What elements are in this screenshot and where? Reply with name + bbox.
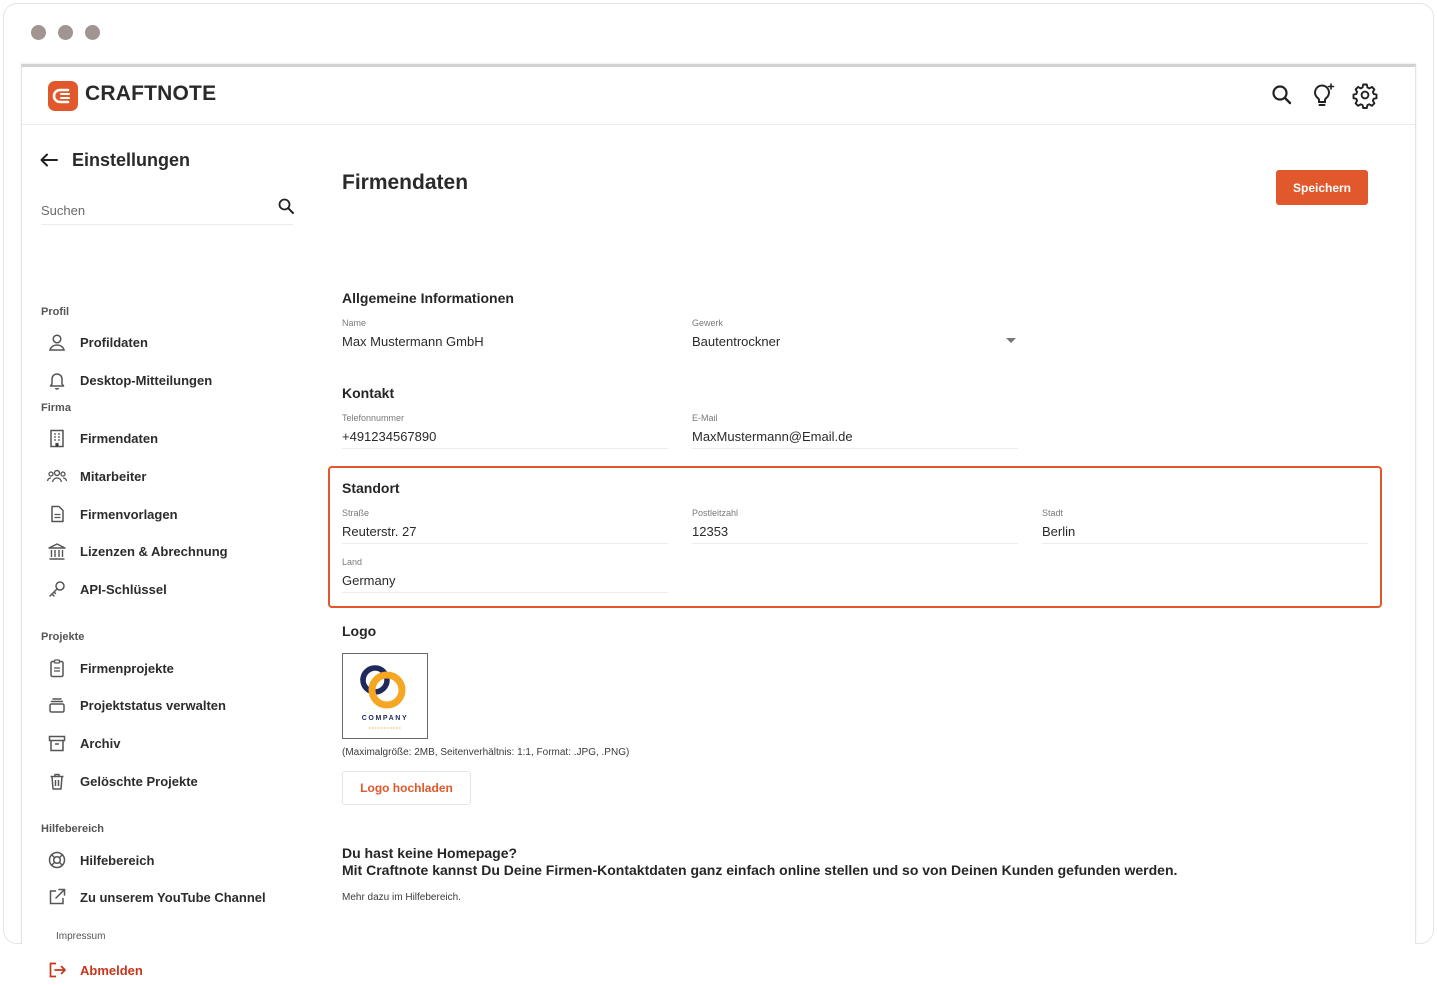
lightbulb-icon[interactable] [1309,81,1337,109]
settings-sidebar [22,125,312,978]
logo-hint: (Maximalgröße: 2MB, Seitenverhältnis: 1:1, Format: .JPG, .PNG) [342,747,630,758]
stack-icon [46,694,68,716]
field-value[interactable]: Berlin [1042,524,1076,539]
sidebar-item-lizenzen[interactable] [46,536,228,566]
section-heading-standort: Standort [342,480,400,496]
sidebar-item-label: Lizenzen & Abrechnung [80,543,228,559]
sidebar-item-firmenprojekte[interactable] [46,653,174,683]
sidebar-item-firmendaten[interactable] [46,423,158,453]
bank-icon [46,540,68,562]
brand-name[interactable]: CRAFTNOTE [85,82,217,105]
field-value[interactable]: MaxMustermann@Email.de [692,429,853,444]
homepage-promo [342,845,1177,879]
sidebar-item-label: Firmendaten [80,430,159,446]
field-label: Stadt [1042,508,1064,518]
settings-search [41,195,293,225]
sidebar-item-firmenvorlagen[interactable] [46,499,178,529]
sidebar-item-label: API-Schlüssel [80,581,167,597]
bell-icon [46,369,68,391]
field-value[interactable]: Germany [342,573,396,588]
upload-logo-button[interactable]: Logo hochladen [342,771,471,805]
arrow-left-icon[interactable] [40,153,58,167]
sidebar-item-api-schluessel[interactable] [46,574,167,604]
sidebar-item-label: Abmelden [80,962,143,978]
sidebar-item-mitarbeiter[interactable] [46,461,146,491]
lifebuoy-icon [46,849,68,871]
city-field[interactable] [1042,508,1368,544]
field-value[interactable]: Reuterstr. 27 [342,524,417,539]
sidebar-item-label: Profildaten [80,334,148,350]
field-value[interactable]: 12353 [692,524,729,539]
search-icon[interactable] [277,197,295,215]
search-input[interactable] [41,203,241,218]
window-close-dot[interactable] [31,25,46,40]
zip-field[interactable] [692,508,1018,544]
craftnote-logo-icon[interactable] [48,81,78,111]
company-logo-text: COMPANY [361,715,409,722]
sidebar-item-profildaten[interactable] [46,327,148,357]
window-minimize-dot[interactable] [58,25,73,40]
settings-title: Einstellungen [72,149,191,170]
field-value[interactable]: Bautentrockner [692,334,781,349]
imprint-link[interactable]: Impressum [56,931,106,942]
section-projekte: Projekte [41,631,85,643]
sidebar-item-desktop-mitteilungen[interactable] [46,365,212,395]
team-icon [46,465,68,487]
field-label: Straße [342,508,370,518]
sidebar-item-youtube[interactable] [46,882,266,912]
app-window [21,64,1416,978]
search-icon[interactable] [1268,81,1296,109]
section-heading-allgemein: Allgemeine Informationen [342,290,514,306]
sidebar-item-projektstatus[interactable] [46,690,226,720]
save-button[interactable]: Speichern [1276,170,1368,205]
gewerk-select[interactable] [692,318,1018,354]
name-field[interactable] [342,318,668,354]
field-label: Postleitzahl [692,508,739,518]
field-label: Gewerk [692,318,724,328]
sidebar-item-label: Projektstatus verwalten [80,697,226,713]
chevron-down-icon[interactable] [1006,338,1016,343]
promo-line-2: Mit Craftnote kannst Du Deine Firmen-Kontaktdaten ganz einfach online stellen und so von Deinen Kunden gefunden werden. [342,862,1178,878]
sidebar-item-archiv[interactable] [46,728,120,758]
section-profil: Profil [41,306,70,318]
field-label: Name [342,318,367,328]
field-label: E-Mail [692,413,718,423]
country-field[interactable] [342,557,668,593]
window-maximize-dot[interactable] [85,25,100,40]
street-field[interactable] [342,508,668,544]
sidebar-item-label: Desktop-Mitteilungen [80,372,213,388]
promo-line-1: Du hast keine Homepage? [342,845,518,861]
sidebar-item-abmelden[interactable] [46,955,143,985]
gear-icon[interactable] [1351,81,1379,109]
company-logo-preview[interactable] [342,653,428,739]
user-icon [46,331,68,353]
document-icon [46,503,68,525]
top-bar [22,67,1415,125]
sidebar-item-label: Mitarbeiter [80,468,147,484]
sidebar-item-label: Hilfebereich [80,852,155,868]
sidebar-item-label: Archiv [80,735,121,751]
section-hilfebereich: Hilfebereich [41,823,104,835]
trash-icon [46,770,68,792]
sidebar-item-label: Firmenprojekte [80,660,174,676]
sidebar-item-label: Gelöschte Projekte [80,773,198,789]
section-firma: Firma [41,402,71,414]
company-logo-image [343,654,427,738]
sidebar-item-hilfebereich[interactable] [46,845,154,875]
main-content [342,125,1417,947]
page-title: Firmendaten [342,171,469,194]
field-value[interactable]: +491234567890 [342,429,437,444]
section-heading-kontakt: Kontakt [342,385,395,401]
phone-field[interactable] [342,413,668,449]
more-help-link[interactable]: Mehr dazu im Hilfebereich. [342,892,461,903]
sidebar-item-geloeschte-projekte[interactable] [46,766,198,796]
building-icon [46,427,68,449]
field-value[interactable]: Max Mustermann GmbH [342,334,484,349]
field-label: Telefonnummer [342,413,405,423]
sidebar-item-label: Firmenvorlagen [80,506,178,522]
sidebar-item-label: Zu unserem YouTube Channel [80,889,266,905]
clipboard-icon [46,657,68,679]
section-heading-logo: Logo [342,623,377,639]
logout-icon [46,959,68,981]
back-to-settings[interactable] [40,147,190,173]
key-icon [46,578,68,600]
external-link-icon [46,886,68,908]
archive-icon [46,732,68,754]
email-field[interactable] [692,413,1018,449]
field-label: Land [342,557,363,567]
